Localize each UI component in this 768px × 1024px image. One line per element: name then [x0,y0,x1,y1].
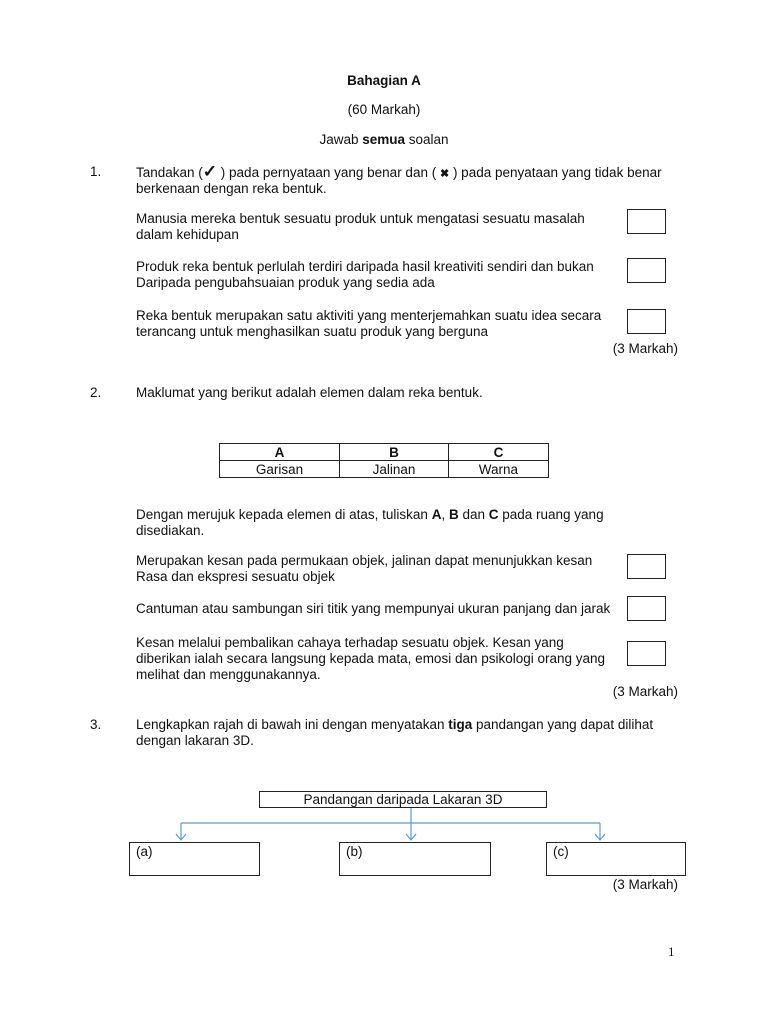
q3-marks: (3 Markah) [612,877,678,892]
instruction: Jawab semua soalan [319,132,449,147]
table-cell-a: Garisan [220,461,340,478]
answer-box-a[interactable] [129,842,260,876]
answer-box-b[interactable] [339,842,491,876]
q1-statement-3: Reka bentuk merupakan satu aktiviti yang menterjemahkan suatu idea secara terancang untuk menghasilkan suatu produk yang berguna [136,308,602,339]
cross-icon: ✖ [439,168,450,180]
q2-statement-1: Merupakan kesan pada permukaan objek, jalinan dapat menunjukkan kesan Rasa dan ekspresi sesuatu objek [136,553,593,584]
answer-box-c[interactable] [546,842,686,876]
q2-statement-2: Cantuman atau sambungan siri titik yang mempunyai ukuran panjang dan jarak [136,601,611,616]
section-title: Bahagian A [347,73,421,88]
table-cell-c: Warna [448,461,548,478]
q2-marks: (3 Markah) [612,684,678,699]
q1-marks: (3 Markah) [612,341,678,356]
table-header-a: A [220,444,340,461]
question-2-number: 2. [90,385,102,400]
diagram-root-box: Pandangan daripada Lakaran 3D [259,791,547,808]
question-1-prompt: Tandakan (✓ ) pada pernyataan yang benar dan ( ✖ ) pada penyataan yang tidak benar [136,162,662,181]
question-3-prompt: Lengkapkan rajah di bawah ini dengan menyatakan tiga pandangan yang dapat dilihat dengan lakaran 3D. [136,717,654,748]
question-1-number: 1. [90,164,102,179]
answer-label-b: (b) [346,844,363,859]
table-header-b: B [340,444,449,461]
q1-statement-2: Produk reka bentuk perlulah terdiri daripada hasil kreativiti sendiri dan bukan Daripada pengubahsuaian produk yang sedia ada [136,259,594,290]
question-2-prompt: Maklumat yang berikut adalah elemen dalam reka bentuk. [136,385,483,400]
question-3-number: 3. [90,717,102,732]
table-cell-b: Jalinan [340,461,449,478]
answer-label-c: (c) [553,844,569,859]
answer-label-a: (a) [136,844,153,859]
question-2-instruction: Dengan merujuk kepada elemen di atas, tuliskan A, B dan C pada ruang yang disediakan. [136,507,604,538]
q1-statement-1: Manusia mereka bentuk sesuatu produk untuk mengatasi sesuatu masalah dalam kehidupan [136,211,585,242]
total-marks: (60 Markah) [347,102,421,117]
table-header-c: C [448,444,548,461]
tick-icon: ✓ [202,162,218,181]
page-number: 1 [668,944,675,959]
q2-statement-3: Kesan melalui pembalikan cahaya terhadap sesuatu objek. Kesan yang diberikan ialah secara langsung kepada mata, emosi dan psikologi orang yang melihat dan menggunakannya. [136,635,606,682]
question-1-prompt-line2: berkenaan dengan reka bentuk. [136,181,327,196]
